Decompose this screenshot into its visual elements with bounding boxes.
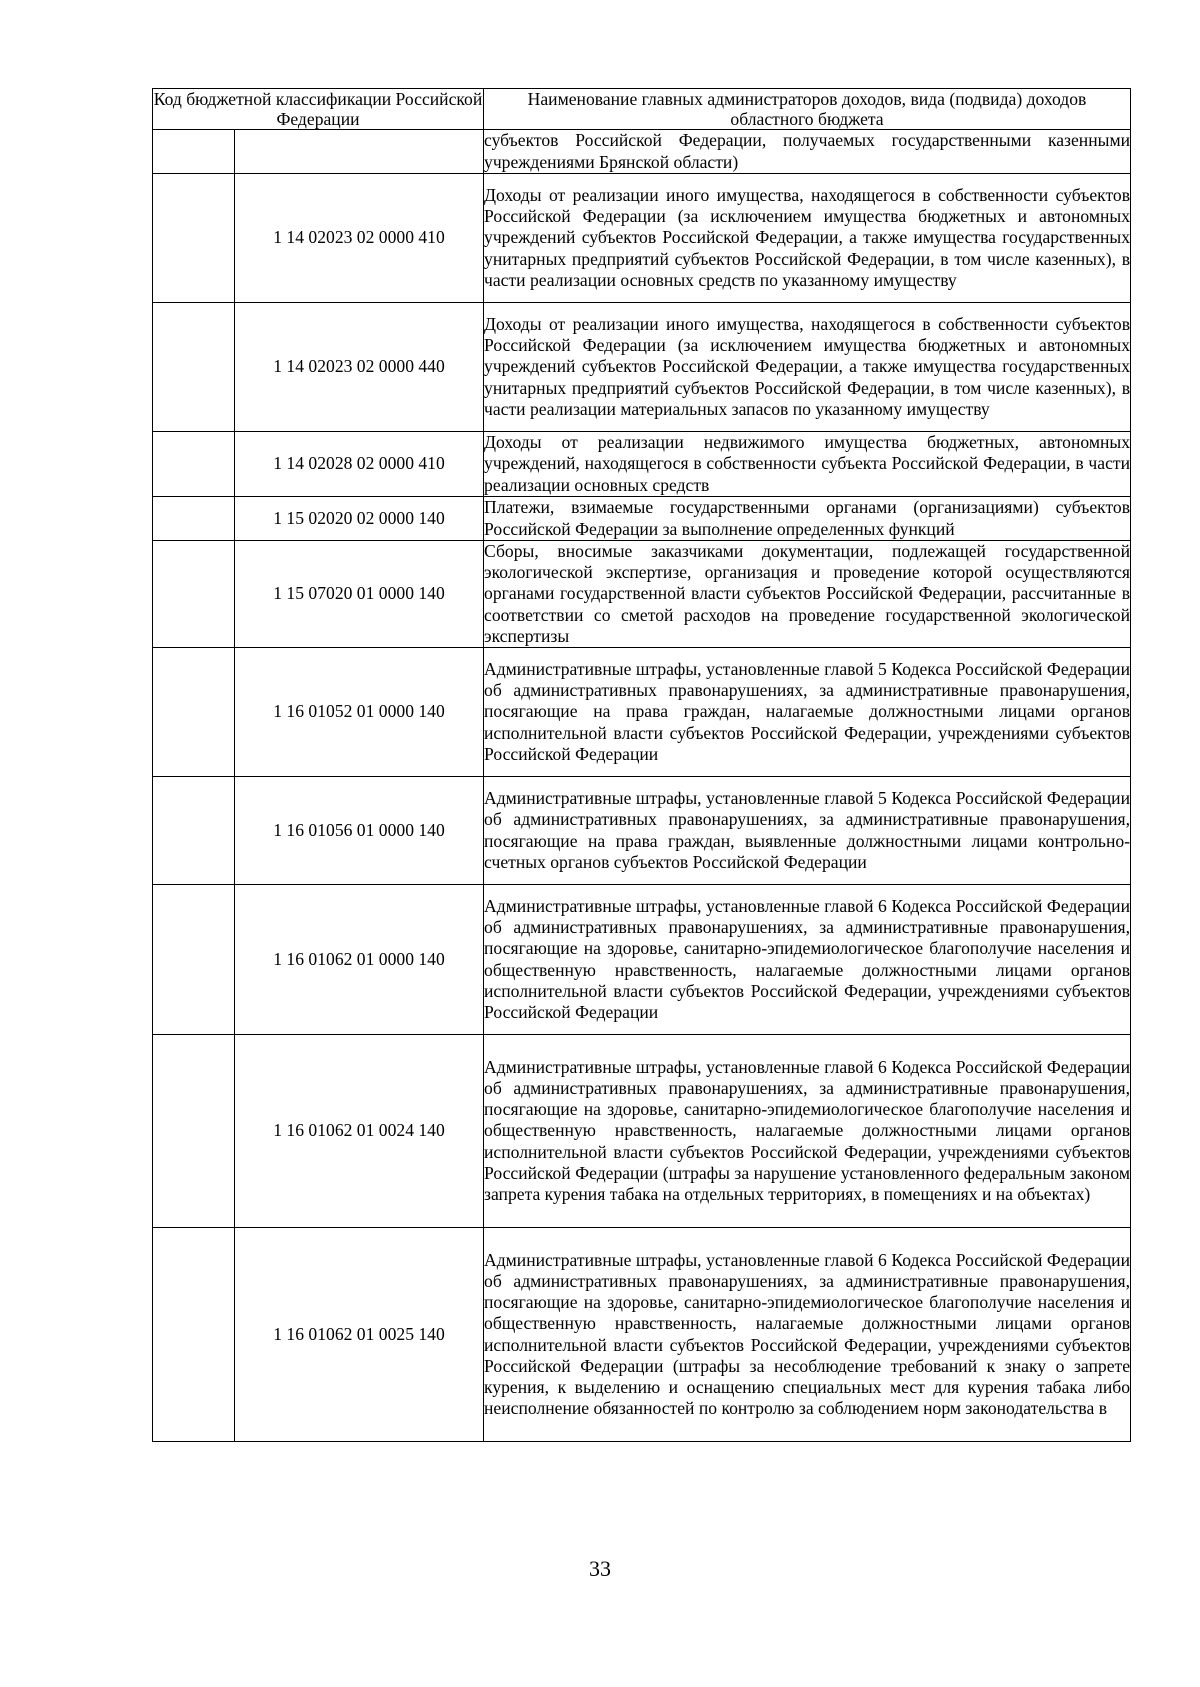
income-name-cell: Административные штрафы, установленные главой 6 Кодекса Российской Федерации об административных правонарушениях, за административные правонарушения, посягающие на здоровье, санитарно-эпидемиологическое благополучие населения и общественную нравственность, налагаемые должностными лицами органов исполнительной власти субъектов Российской Федерации, учреждениями субъектов Российской Федерации — [484, 885, 1131, 1035]
table-header-row — [153, 89, 1131, 130]
admin-code-cell — [153, 541, 235, 648]
table-row — [153, 541, 1131, 648]
income-name-cell: Доходы от реализации иного имущества, находящегося в собственности субъектов Российской Федерации (за исключением имущества бюджетных и автономных учреждений субъектов Российской Федерации, а также имущества государственных унитарных предприятий субъектов Российской Федерации, в том числе казенных), в части реализации основных средств по указанному имуществу — [484, 174, 1131, 303]
income-name-cell: Административные штрафы, установленные главой 6 Кодекса Российской Федерации об административных правонарушениях, за административные правонарушения, посягающие на здоровье, санитарно-эпидемиологическое благополучие населения и общественную нравственность, налагаемые должностными лицами органов исполнительной власти субъектов Российской Федерации, учреждениями субъектов Российской Федерации (штрафы за несоблюдение требований к знаку о запрете курения, к выделению и оснащению специальных мест для курения табака либо неисполнение обязанностей по контролю за соблюдением норм законодательства в — [484, 1228, 1131, 1442]
admin-code-cell — [153, 1228, 235, 1442]
table-row — [153, 432, 1131, 497]
table-row — [153, 648, 1131, 777]
budget-classification-table — [152, 88, 1131, 1442]
table-row — [153, 777, 1131, 885]
table-row — [153, 885, 1131, 1035]
budget-code-cell: 1 16 01056 01 0000 140 — [235, 777, 484, 885]
admin-code-cell — [153, 130, 235, 174]
table-row — [153, 1035, 1131, 1228]
budget-code-cell: 1 14 02023 02 0000 440 — [235, 303, 484, 432]
budget-code-cell — [235, 130, 484, 174]
admin-code-cell — [153, 303, 235, 432]
income-name-cell: субъектов Российской Федерации, получаемых государственными казенными учреждениями Брянской области) — [484, 130, 1131, 172]
budget-code-cell: 1 14 02028 02 0000 410 — [235, 432, 484, 497]
budget-code-cell: 1 15 07020 01 0000 140 — [235, 541, 484, 648]
header-code-column: Код бюджетной классификации Российской Федерации — [153, 89, 483, 129]
admin-code-cell — [153, 174, 235, 303]
income-name-cell: Административные штрафы, установленные главой 6 Кодекса Российской Федерации об административных правонарушениях, за административные правонарушения, посягающие на здоровье, санитарно-эпидемиологическое благополучие населения и общественную нравственность, налагаемые должностными лицами органов исполнительной власти субъектов Российской Федерации, учреждениями субъектов Российской Федерации (штрафы за нарушение установленного федеральным законом запрета курения табака на отдельных территориях, в помещениях и на объектах) — [484, 1035, 1131, 1228]
admin-code-cell — [153, 777, 235, 885]
budget-code-cell: 1 16 01062 01 0024 140 — [235, 1035, 484, 1228]
table-row — [153, 130, 1131, 174]
page-number: 33 — [589, 1556, 611, 1581]
budget-code-cell: 1 16 01062 01 0025 140 — [235, 1228, 484, 1442]
table-row — [153, 303, 1131, 432]
income-name-cell: Платежи, взимаемые государственными органами (организациями) субъектов Российской Федерации за выполнение определенных функций — [484, 497, 1131, 539]
table-body — [153, 130, 1131, 1442]
table-row — [153, 497, 1131, 541]
admin-code-cell — [153, 648, 235, 777]
income-name-cell: Административные штрафы, установленные главой 5 Кодекса Российской Федерации об административных правонарушениях, за административные правонарушения, посягающие на права граждан, выявленные должностными лицами контрольно-счетных органов субъектов Российской Федерации — [484, 777, 1131, 885]
table-row — [153, 174, 1131, 303]
header-name-column: Наименование главных администраторов доходов, вида (подвида) доходов областного бюджета — [484, 89, 1131, 130]
admin-code-cell — [153, 885, 235, 1035]
budget-code-cell: 1 15 02020 02 0000 140 — [235, 497, 484, 541]
income-name-cell: Доходы от реализации недвижимого имущества бюджетных, автономных учреждений, находящегося в собственности субъекта Российской Федерации, в части реализации основных средств — [484, 432, 1131, 495]
budget-code-cell: 1 16 01062 01 0000 140 — [235, 885, 484, 1035]
admin-code-cell — [153, 432, 235, 497]
budget-code-cell: 1 14 02023 02 0000 410 — [235, 174, 484, 303]
admin-code-cell — [153, 1035, 235, 1228]
table-row — [153, 1228, 1131, 1442]
admin-code-cell — [153, 497, 235, 541]
income-name-cell: Административные штрафы, установленные главой 5 Кодекса Российской Федерации об административных правонарушениях, за административные правонарушения, посягающие на права граждан, налагаемые должностными лицами органов исполнительной власти субъектов Российской Федерации, учреждениями субъектов Российской Федерации — [484, 648, 1131, 777]
income-name-cell: Сборы, вносимые заказчиками документации, подлежащей государственной экологической экспертизе, организация и проведение которой осуществляются органами государственной власти субъектов Российской Федерации, рассчитанные в соответствии со сметой расходов на проведение государственной экологической экспертизы — [484, 541, 1131, 646]
income-name-cell: Доходы от реализации иного имущества, находящегося в собственности субъектов Российской Федерации (за исключением имущества бюджетных и автономных учреждений субъектов Российской Федерации, а также имущества государственных унитарных предприятий субъектов Российской Федерации, в том числе казенных), в части реализации материальных запасов по указанному имуществу — [484, 303, 1131, 432]
budget-code-cell: 1 16 01052 01 0000 140 — [235, 648, 484, 777]
